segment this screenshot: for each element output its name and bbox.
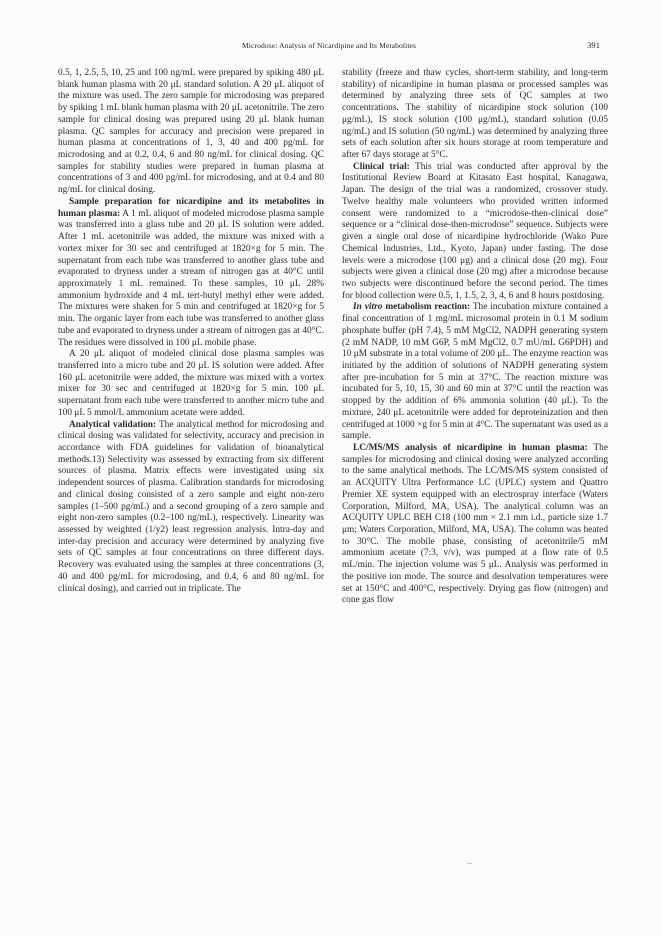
paragraph-lcmsms <box>342 443 608 607</box>
paragraph-sample-preparation <box>58 197 324 349</box>
paragraph-body: The incubation mixture contained a final concentration of 1 mg/mL microsomal protein in 0.1 M sodium phosphate buffer (pH 7.4), 5 mM MgCl2, NADPH generating system (2 mM NADP, 10 mM G6P, 5 mM MgCl2, 0.7 mU/mL G6PDH) and 10 μM substrate in a total volume of 200 μL. The enzyme reaction was initiated by the addition of solutions of NADPH generating system after pre-incubation for 5 min at 37°C. The reaction mixture was incubated for 5, 10, 15, 30 and 60 min at 37°C until the reaction was stopped by the addition of 6% ammonia solution (40 μL). To the mixture, 240 μL acetonitrile were added for deproteinization and then centrifuged at 1000 ×g for 5 min at 4°C. The supernatant was used as a sample. <box>342 302 608 442</box>
paragraph-in-vitro <box>342 302 608 443</box>
page-speck <box>467 863 472 866</box>
section-heading: Sample preparation for nicardipine and its metabolites in human plasma: <box>58 196 324 219</box>
section-heading: Analytical validation: <box>69 419 157 430</box>
section-heading: Clinical trial: <box>353 161 410 172</box>
paragraph-standards: 0.5, 1, 2.5, 5, 10, 25 and 100 ng/mL were prepared by spiking 480 μL blank human plasma with 20 μL standard solution. A 20 μL aliquot of the mixture was used. The zero sample for microdosing was prepared by spiking 1 mL blank human plasma with 20 μL acetonitrile. The zero sample for clinical dosing was prepared using 20 μL blank human plasma. QC samples for accuracy and precision were prepared in human plasma at concentrations of 1, 3, 40 and 400 pg/mL for microdosing and at 0.2, 0.4, 6 and 80 ng/mL for clinical dosing. QC samples for stability studies were prepared in human plasma at concentrations of 3 and 400 pg/mL for microdosing, and at 0.4 and 80 ng/mL for clinical dosing. <box>58 68 324 196</box>
paragraph-body: A 1 mL aliquot of modeled microdose plasma sample was transferred into a glass tube and 20 μL IS solution were added. After 1 mL acetonitrile was added, the mixture was mixed with a vortex mixer for 30 sec and centrifuged at 1820×g for 5 min. The supernatant from each tube was transferred to another glass tube and evaporated to dryness under a stream of nitrogen gas at 40°C until approximately 1 mL remained. To these samples, 10 μL 28% ammonium hydroxide and 4 mL tert-butyl methyl ether were added. The mixtures were shaken for 5 min and centrifuged at 1820×g for 5 min. The organic layer from each tube was transferred to another glass tube and evaporated to dryness under a stream of nitrogen gas at 40°C. The residues were dissolved in 100 μL mobile phase. <box>58 208 324 348</box>
section-heading-italic: In vitro <box>353 302 383 313</box>
paragraph-clinical-trial <box>342 162 608 303</box>
running-header <box>58 41 600 55</box>
paragraph-body: The analytical method for microdosing and clinical dosing was validated for selectivity, accuracy and precision in accordance with FDA guidelines for validation of bioanalytical methods.13) Selectivity was assessed by extracting from six different sources of plasma. Matrix effects were investigated using six independent sources of plasma. Calibration standards for microdosing and clinical dosing consisted of a zero sample and eight non-zero samples (1–500 pg/mL) and a second grouping of a zero sample and eight non-zero samples (0.2–100 ng/mL), respectively. Linearity was assessed by weighted (1/y2) least regression analysis. Intra-day and inter-day precision and accuracy were determined by analyzing five sets of QC samples at four concentrations on three different days. Recovery was evaluated using the samples at three concentrations (3, 40 and 400 pg/mL for microdosing, and 0.4, 6 and 80 ng/mL for clinical dosing), and carried out in triplicate. The <box>58 419 324 594</box>
running-title: Microdose: Analysis of Nicardipine and Its Metabolites <box>241 41 417 50</box>
left-column <box>58 68 324 595</box>
section-heading: LC/MS/MS analysis of nicardipine in human plasma: <box>353 443 588 453</box>
paragraph-body: The samples for microdosing and clinical dosing were analyzed according to the same analytical methods. The LC/MS/MS system consisted of an ACQUITY Ultra Performance LC (UPLC) system and Quattro Premier XE system equipped with an electrospray interface (Waters Corporation, Milford, MA, USA). The analytical column was an ACQUITY UPLC BEH C18 (100 mm × 2.1 mm i.d., particle size 1.7 μm; Waters Corporation, Milford, MA, USA). The column was heated to 30°C. The mobile phase, consisting of acetonitrile/5 mM ammonium acetate (7:3, v/v), was pumped at a flow rate of 0.5 mL/min. The injection volume was 5 μL. Analysis was performed in the positive ion mode. The source and desolvation temperatures were set at 150°C and 400°C, respectively. Drying gas flow (nitrogen) and cone gas flow <box>342 443 608 606</box>
paragraph-clinical-dose-preparation: A 20 μL aliquot of modeled clinical dose plasma samples was transferred into a micro tube and 20 μL IS solution were added. After 160 μL acetonitrile were added, the mixture was mixed with a vortex mixer for 30 sec and centrifuged at 1820×g for 5 min. 100 μL supernatant from each tube were transferred to another micro tube and 100 μL 5 mmol/L ammonium acetate were added. <box>58 349 324 418</box>
paragraph-stability: stability (freeze and thaw cycles, short-term stability, and long-term stability) of nicardipine in human plasma or processed samples was determined by analyzing three sets of QC samples at two concentrations. The stability of nicardipine stock solution (100 μg/mL), IS stock solution (100 μg/mL), standard solution (0.05 ng/mL) and IS solution (50 ng/mL) was determined by analyzing three sets of each solution after six hours storage at room temperature and after 67 days storage at 5°C. <box>342 68 608 161</box>
page-number: 391 <box>587 41 600 50</box>
paragraph-analytical-validation <box>58 420 324 596</box>
section-heading: metabolism reaction: <box>382 302 471 313</box>
paragraph-body: This trial was conducted after approval by the Institutional Review Board at Kitasato East hospital, Kanagawa, Japan. The design of the trial was a randomized, crossover study. Twelve healthy male volunteers who provided written informed consent were randomized to a “microdose-then-clinical dose” sequence or a “clinical dose-then-microdose” sequence. Subjects were given a single oral dose of nicardipine hydrochloride (Wako Pure Chemical Industries, Ltd., Kyoto, Japan) under fasting. The dose levels were a microdose (100 μg) and a clinical dose (20 mg). Four subjects were given a clinical dose (20 mg) after a microdose because two subjects were discontinued before the second period. The times for blood collection were 0.5, 1, 1.5, 2, 3, 4, 6 and 8 hours postdosing. <box>342 161 609 301</box>
right-column <box>342 68 608 607</box>
